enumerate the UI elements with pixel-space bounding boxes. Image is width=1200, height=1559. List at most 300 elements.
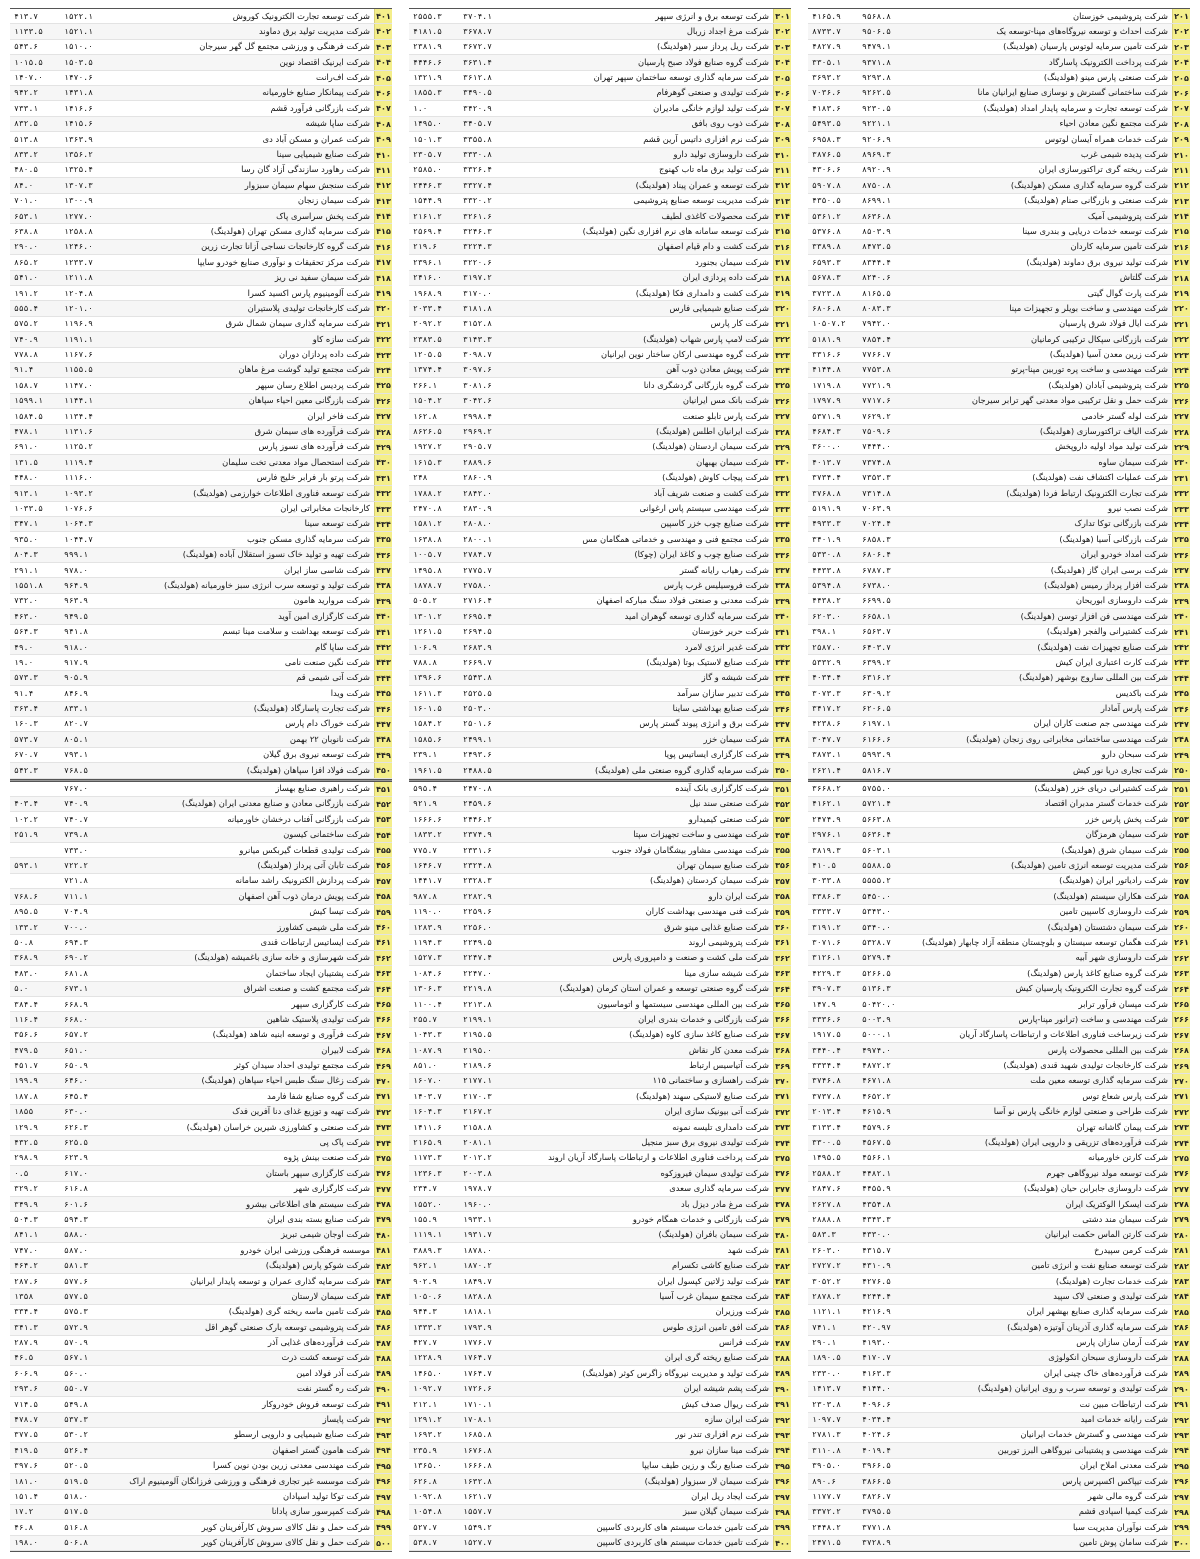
rank-number: ۴۷۰ [374, 1074, 392, 1088]
rank-number: ۲۹۱ [1172, 1397, 1190, 1411]
value-previous: ۱۲۸۳.۹ [413, 922, 442, 932]
value-current: ۱۳۶۳.۹ [64, 134, 93, 144]
value-current: ۸۹۲۰.۹ [862, 165, 891, 175]
table-row [10, 163, 392, 178]
company-name: شرکت کشتیرانی دریای خزر (هولدینگ) [1034, 783, 1168, 794]
value-previous: ۲۴۷۰.۸ [413, 504, 442, 513]
company-name: شرکت مپسان فرآور ترابر [1078, 998, 1168, 1009]
rank-number: ۲۱۱ [1172, 163, 1190, 177]
rank-number: ۳۴۳ [773, 655, 791, 669]
company-name: شرکت اوجان شیمی تبریز [280, 1229, 370, 1240]
rank-number: ۳۴۱ [773, 625, 791, 639]
value-previous: ۱۰۴۳.۳ [413, 1030, 442, 1040]
rank-number: ۴۳۸ [374, 578, 392, 592]
table-row [808, 702, 1190, 717]
ranking-block [10, 781, 392, 1553]
table-row [409, 935, 791, 950]
rank-number: ۳۶۰ [773, 920, 791, 934]
company-name: شرکت ریل پرداز سیر (هولدینگ) [657, 41, 769, 52]
rank-number: ۲۴۲ [1172, 640, 1190, 654]
value-previous: ۱۵۵۲.۰ [413, 1199, 442, 1209]
table-row [808, 1490, 1190, 1505]
company-name: شرکت صنعتی و بازرگانی صنام (هولدینگ) [1024, 195, 1168, 206]
table-row [10, 920, 392, 935]
rank-number: ۲۶۶ [1172, 1012, 1190, 1026]
company-name: شرکت سرمایه گذاری توسعه ساختمان سپهر تهران [593, 72, 769, 83]
rank-number: ۲۱۸ [1172, 271, 1190, 285]
table-row [409, 732, 791, 747]
rank-number: ۲۱۲ [1172, 178, 1190, 192]
value-previous: ۹۶۲.۱ [413, 1261, 438, 1271]
company-name: شرکت توکا تولید اسپادان [283, 1491, 370, 1501]
value-previous: ۲۳۸۱.۹ [413, 42, 442, 52]
rank-number: ۳۶۶ [773, 1012, 791, 1026]
value-previous: ۳۳۳۴.۴ [812, 1061, 841, 1071]
table-row [10, 24, 392, 39]
rank-number: ۴۰۴ [374, 55, 392, 69]
company-name: شرکت سرمایه گذاری توسعه معین ملت [1030, 1075, 1168, 1086]
value-current: ۱۸۴۹.۷ [463, 1276, 492, 1286]
value-current: ۶۹۴.۳ [64, 937, 89, 947]
rank-number: ۲۰۳ [1172, 40, 1190, 54]
value-current: ۳۴۰۵.۷ [463, 119, 492, 129]
rank-number: ۴۳۴ [374, 517, 392, 531]
rank-number: ۳۹۶ [773, 1474, 791, 1488]
value-previous: ۱۲۶۱.۵ [413, 627, 442, 637]
rank-number: ۴۶۷ [374, 1028, 392, 1042]
rank-number: ۳۵۵ [773, 843, 791, 857]
table-row [808, 640, 1190, 655]
value-current: ۱۶۸۵.۸ [463, 1430, 492, 1440]
rank-number: ۴۴۱ [374, 625, 392, 639]
company-name: شرکت هکاران سیستم (هولدینگ) [1053, 890, 1168, 901]
value-previous: ۷۶۸.۶ [14, 891, 39, 901]
company-name: شرکت داده پردازان دوران [279, 349, 370, 360]
table-row [409, 117, 791, 132]
value-previous: ۸۵۱.۰ [413, 1061, 438, 1071]
rank-number: ۲۳۲ [1172, 486, 1190, 500]
rank-number: ۳۰۱ [773, 9, 791, 23]
table-row [808, 982, 1190, 997]
value-previous: ۲۹۸.۹ [14, 1153, 39, 1163]
value-previous: ۱۱۲۱.۱ [812, 1307, 841, 1317]
rank-number: ۲۶۱ [1172, 935, 1190, 949]
value-previous: ۳۲۹.۲ [14, 1184, 39, 1194]
company-name: شرکت راهسازی و ساختمانی ۱۱۵ [652, 1075, 769, 1086]
value-previous: ۴۰۱۳.۷ [812, 457, 841, 467]
value-previous: ۵۳۶۱.۲ [812, 211, 841, 221]
company-name: شرکت نگین صنعت نامی [284, 656, 370, 667]
value-previous: ۲۴۷۱.۵ [812, 1538, 841, 1548]
company-name: شرکت مجتمع تولیدی احداد سیدان کوثر [234, 1060, 370, 1071]
value-current: ۶۱۷.۰ [64, 1168, 89, 1178]
value-previous: ۳۸۸۹.۳ [413, 1245, 442, 1255]
value-current: ۲۹۹۸.۴ [463, 411, 492, 421]
value-current: ۴۶۷۱.۸ [862, 1076, 891, 1086]
value-previous: ۲۰۹۲.۲ [413, 319, 442, 329]
value-previous: ۸۴۱.۱ [14, 1230, 39, 1240]
value-previous: ۱۱۱۹.۱ [413, 1230, 442, 1240]
table-row [808, 1382, 1190, 1397]
rank-number: ۴۴۸ [374, 732, 392, 746]
table-row [808, 997, 1190, 1012]
table-row [409, 240, 791, 255]
company-name: شرکت سرمایه گذاری توسعه گوهران امید [624, 610, 769, 621]
rank-number: ۳۵۰ [773, 763, 791, 777]
company-name: شرکت تولید و مدیریت نیروگاه زاگرس کوثر (هولدینگ) [582, 1367, 769, 1378]
value-previous: ۱۶۰۱.۵ [413, 704, 442, 714]
rank-number: ۳۱۸ [773, 271, 791, 285]
value-previous: ۷۸۸.۸ [413, 657, 438, 667]
rank-number: ۲۷۲ [1172, 1105, 1190, 1119]
value-previous: ۳۵۶.۶ [14, 1030, 39, 1040]
value-current: ۲۱۸۹.۶ [463, 1061, 492, 1071]
rank-number: ۳۴۰ [773, 609, 791, 623]
table-row [409, 702, 791, 717]
rank-number: ۲۴۰ [1172, 609, 1190, 623]
table-row [409, 1351, 791, 1366]
table-row [409, 255, 791, 270]
value-previous: ۴۷۸.۱ [14, 427, 39, 437]
rank-number: ۴۵۴ [374, 828, 392, 842]
value-current: ۵۷۷.۶ [64, 1276, 89, 1286]
table-row [409, 194, 791, 209]
company-name: شرکت سیمان بجنورد [695, 256, 769, 267]
value-current: ۵۳۰.۲ [64, 1430, 89, 1440]
value-previous: ۳۰۳۳.۸ [812, 876, 841, 886]
value-current: ۳۱۷۰.۰ [463, 288, 492, 298]
company-name: شرکت فولاد افزا سپاهان (هولدینگ) [246, 764, 370, 775]
rank-number: ۲۵۵ [1172, 843, 1190, 857]
value-current: ۵۸۱۶.۷ [862, 765, 891, 775]
table-row [10, 548, 392, 563]
table-row [10, 951, 392, 966]
company-name: شرکت صنایع تجهیزات نفت (هولدینگ) [1037, 641, 1168, 652]
value-current: ۲۰۱۲.۲ [463, 1153, 492, 1163]
company-name: شرکت سیمان شرق (هولدینگ) [1061, 844, 1168, 855]
value-current: ۸۲۴۰.۶ [862, 273, 891, 283]
value-current: ۱۵۲۷.۷ [463, 1538, 492, 1548]
value-current: ۳۱۴۳.۳ [463, 334, 492, 344]
value-current: ۳۰۴۲.۶ [463, 396, 492, 406]
value-current: ۱۵۴۹.۲ [463, 1522, 492, 1532]
table-row [808, 1536, 1190, 1551]
value-current: ۶۵۱.۰ [64, 1045, 89, 1055]
company-name: شرکت شیشه سازی مینا [684, 967, 769, 978]
value-previous: ۱۰۸۷.۹ [413, 1045, 442, 1055]
company-name: شرکت سیمان خزر [703, 733, 769, 744]
company-name: شرکت سیمان لارستان [291, 1290, 370, 1301]
table-row [808, 1028, 1190, 1043]
value-current: ۱۰۴۴.۷ [64, 534, 93, 544]
company-name: شرکت پشتیبان ایجاد ساختمان [265, 967, 370, 978]
value-current: ۲۶۹۴.۵ [463, 627, 492, 637]
company-name: شرکت نانوبان ۲۲ بهمن [289, 733, 370, 744]
value-previous: ۲۳۹۶.۱ [413, 257, 442, 267]
rank-number: ۳۶۵ [773, 997, 791, 1011]
value-previous: ۵۵۵.۴ [14, 303, 39, 313]
value-current: ۲۱۷۰.۳ [463, 1091, 492, 1101]
value-current: ۴۱۶۳.۳ [862, 1368, 891, 1378]
table-row [409, 455, 791, 470]
company-name: شرکت توسعه بهداشت و سلامت مینا تبسم [222, 626, 370, 637]
value-current: ۵۷۲.۹ [64, 1322, 89, 1332]
value-current: ۲۱۹۹.۱ [463, 1014, 492, 1024]
table-row [808, 858, 1190, 873]
value-current: ۶۸۰۶.۴ [862, 550, 891, 560]
value-previous: ۴۲۷.۷ [413, 1338, 438, 1348]
value-previous: ۱۴۹۵.۰ [413, 119, 442, 129]
company-name: شرکت کیمیا اسپادی قشم [1078, 1506, 1168, 1517]
table-row [808, 905, 1190, 920]
company-name: شرکت پارس تابلو صنعت [682, 410, 769, 421]
rank-number: ۲۲۳ [1172, 348, 1190, 362]
rank-number: ۴۷۲ [374, 1105, 392, 1119]
company-name: شرکت صنایع ریخته گری ایران [664, 1352, 769, 1363]
value-current: ۵۳۲۸.۷ [862, 937, 891, 947]
rank-number: ۲۹۲ [1172, 1413, 1190, 1427]
rank-number: ۴۰۱ [374, 9, 392, 23]
value-current: ۹۵۶۸.۸ [862, 11, 891, 21]
value-current: ۱۷۶۴.۷ [463, 1368, 492, 1378]
table-row [10, 1043, 392, 1058]
value-previous: ۱۰۹۲.۸ [413, 1492, 442, 1501]
value-current: ۱۹۷۸.۷ [463, 1184, 492, 1194]
company-name: شرکت عمران و مسکن آباد دی [262, 133, 370, 144]
value-current: ۳۸۲۶.۷ [862, 1492, 891, 1501]
value-previous: ۱۴۰۷.۰ [14, 73, 43, 83]
value-current: ۴۳۱۰.۹ [862, 1261, 891, 1271]
company-name: شرکت تابان آتی پرداز (هولدینگ) [257, 859, 370, 870]
value-previous: ۲۱۶۱.۲ [413, 211, 442, 221]
table-row [409, 425, 791, 440]
value-previous: ۵۹۳.۱ [14, 860, 39, 870]
value-previous: ۹۱۳.۱ [14, 488, 39, 498]
value-previous: ۳۳۸۶.۳ [812, 891, 841, 901]
company-name: شرکت گروه صنعتی توسعه و عمران استان کرمان (هولدینگ) [559, 983, 769, 994]
value-current: ۷۷۲۱.۹ [862, 380, 891, 390]
value-previous: ۳۴۴۰.۴ [812, 1045, 841, 1055]
rank-number: ۳۱۴ [773, 209, 791, 223]
table-row [10, 1105, 392, 1120]
value-previous: ۱۳۲۱.۹ [413, 73, 442, 83]
value-previous: ۴۱۸۳.۶ [812, 103, 841, 113]
value-previous: ۴۱۹.۵ [14, 1445, 39, 1455]
table-row [409, 40, 791, 55]
company-name: شرکت صنایع چوب و کاغذ ایران (چوکا) [634, 549, 769, 560]
company-name: شرکت گلتاش [1119, 272, 1168, 283]
value-previous: ۱۴۴۱.۷ [413, 876, 442, 886]
rank-number: ۳۸۵ [773, 1305, 791, 1319]
value-previous: ۱۰۵۰.۶ [413, 1291, 442, 1301]
rank-number: ۴۴۰ [374, 609, 392, 623]
rank-number: ۴۴۶ [374, 702, 392, 716]
company-name: شرکت تامین سرمایه کاردان [1070, 241, 1168, 252]
rank-number: ۴۰۷ [374, 101, 392, 115]
company-name: شرکت بازرگانی توکا تدارک [1074, 518, 1168, 529]
value-previous: ۳۷۷.۵ [14, 1430, 39, 1440]
company-name: شرکت بازرگانی فرآورد قشم [270, 102, 370, 113]
value-previous: ۴۴۳۳.۸ [812, 565, 841, 575]
value-current: ۵۲۶.۴ [64, 1445, 89, 1455]
rank-number: ۳۰۹ [773, 132, 791, 146]
table-row [10, 935, 392, 950]
company-name: شرکت پردازش الکترونیک راشد سامانه [235, 875, 370, 886]
table-row [808, 1413, 1190, 1428]
value-previous: ۳۳۷۲.۲ [812, 1507, 841, 1517]
value-current: ۱۶۷۶.۸ [463, 1445, 492, 1455]
value-previous: ۲۱۹.۶ [413, 242, 438, 252]
rank-number: ۴۵۸ [374, 889, 392, 903]
company-name: شرکت تیپاکس اکسپرس پارس [1062, 1475, 1168, 1486]
company-name: شرکت کشت و دامداری فکا (هولدینگ) [635, 287, 769, 298]
rank-number: ۲۰۶ [1172, 86, 1190, 100]
value-current: ۷۰۶۳.۹ [862, 504, 891, 513]
rank-number: ۲۹۹ [1172, 1520, 1190, 1534]
company-name: شرکت رادیاتور ایران (هولدینگ) [1059, 875, 1168, 886]
value-current: ۱۲۰۱.۰ [64, 303, 93, 313]
table-row [808, 271, 1190, 286]
value-previous: ۲۹۰.۰ [14, 242, 39, 252]
value-current: ۳۷۲۸.۹ [862, 1538, 891, 1548]
table-row [409, 301, 791, 316]
ranking-block [409, 8, 791, 780]
value-current: ۴۱۹۳.۰ [862, 1338, 891, 1348]
table-row [10, 502, 392, 517]
table-row [10, 1336, 392, 1351]
table-row [808, 671, 1190, 686]
value-previous: ۵۶۷۸.۳ [812, 273, 841, 283]
company-name: شرکت صنایع شیمیایی فارس [669, 302, 769, 313]
value-previous: ۱۵۴۴.۹ [413, 196, 442, 206]
table-row [409, 858, 791, 873]
rank-number: ۴۵۱ [374, 782, 392, 796]
table-row [808, 889, 1190, 904]
table-row [808, 1397, 1190, 1412]
value-current: ۲۱۶۷.۲ [463, 1107, 492, 1117]
value-current: ۹۵۰۶.۵ [862, 26, 891, 36]
value-current: ۱۳۰۰.۹ [64, 196, 93, 206]
value-current: ۷۱۱.۱ [64, 891, 89, 901]
ranking-block [808, 8, 1190, 780]
value-current: ۲۶۸۳.۹ [463, 642, 492, 652]
value-previous: ۲۵۵.۷ [413, 1014, 438, 1024]
company-name: شرکت پارت گوال گیتی [1087, 287, 1168, 298]
rank-number: ۳۵۳ [773, 812, 791, 826]
company-name: شرکت پویش معادن ذوب آهن [666, 364, 769, 375]
value-previous: ۷۴۰.۹ [14, 334, 39, 344]
table-row [409, 1074, 791, 1089]
value-previous: ۴۷۸.۷ [14, 1415, 39, 1425]
rank-number: ۲۷۱ [1172, 1089, 1190, 1103]
company-name: شرکت فنی مهندسی بهداشت کاران [645, 906, 769, 917]
company-name: شرکت صنایع لاستیکی سهند (هولدینگ) [635, 1090, 769, 1101]
value-current: ۲۲۴۷.۰ [463, 968, 492, 978]
table-row [808, 1505, 1190, 1520]
company-name: شرکت آرمان سازان پارس [1076, 1337, 1168, 1348]
rank-number: ۳۴۴ [773, 671, 791, 685]
rank-number: ۲۰۸ [1172, 117, 1190, 131]
value-previous: ۱۹۱.۲ [14, 288, 39, 298]
rank-number: ۲۲۹ [1172, 440, 1190, 454]
value-current: ۶۶۸.۹ [64, 999, 89, 1009]
table-row [409, 1520, 791, 1535]
rank-number: ۲۲۲ [1172, 332, 1190, 346]
value-current: ۸۳۳.۱ [64, 704, 89, 714]
rank-number: ۲۷۵ [1172, 1151, 1190, 1165]
rank-number: ۲۹۳ [1172, 1428, 1190, 1442]
table-row [808, 1520, 1190, 1535]
value-current: ۸۶۳۶.۸ [862, 211, 891, 221]
table-row [10, 132, 392, 147]
rank-number: ۲۲۱ [1172, 317, 1190, 331]
company-name: شرکت عملیات اکتشاف نفت (هولدینگ) [1032, 472, 1168, 483]
value-previous: ۳۴۱.۳ [14, 1322, 39, 1332]
company-name: شرکت داروسازی کاسپین تامین [1059, 906, 1168, 917]
company-name: شرکت بانک مس ایرانیان [682, 395, 769, 406]
value-previous: ۴۸۳.۰ [14, 968, 39, 978]
company-name: شرکت کارگزاری سپهر باستان [265, 1167, 370, 1178]
rank-number: ۴۴۳ [374, 655, 392, 669]
value-previous: ۱۲۲۸.۹ [413, 1353, 442, 1363]
company-name: شرکت بازرگانی معین احیاء سپاهان [248, 395, 370, 406]
value-current: ۶۶۵۸.۱ [862, 611, 891, 621]
table-row [10, 409, 392, 424]
value-previous: ۵۳۷۱.۹ [812, 411, 841, 421]
table-row [808, 1243, 1190, 1258]
company-name: شرکت مرکز تحقیقات و نوآوری صنایع خودرو سایپا [197, 256, 370, 267]
table-row [10, 828, 392, 843]
value-current: ۴۲۷۶.۵ [862, 1276, 891, 1286]
rank-number: ۴۵۲ [374, 797, 392, 811]
rank-number: ۴۸۸ [374, 1351, 392, 1365]
rank-number: ۴۴۵ [374, 686, 392, 700]
value-previous: ۵۰۴.۳ [14, 1214, 39, 1224]
value-previous: ۹۰۲.۹ [413, 1276, 438, 1286]
rank-number: ۳۶۲ [773, 951, 791, 965]
company-name: شرکت معدن کار نقاش [688, 1044, 769, 1055]
company-name: شرکت گروه مهندسی ارکان ساختار نوین ایرانیان [600, 349, 769, 360]
company-name: شرکت تولیدی و صنعتی لاک سپید [1053, 1290, 1168, 1301]
value-previous: ۷۳۲.۰ [14, 596, 39, 606]
table-row [10, 148, 392, 163]
table-row [409, 24, 791, 39]
value-previous: ۴۱۰.۵ [812, 860, 837, 870]
value-previous: ۲۹۱.۱ [14, 565, 39, 575]
rank-number: ۲۲۷ [1172, 409, 1190, 423]
rank-number: ۴۵۳ [374, 812, 392, 826]
company-name: شرکت حریر خوزستان [692, 626, 769, 637]
value-previous: ۵۹۰۷.۸ [812, 180, 841, 190]
rank-number: ۲۴۴ [1172, 671, 1190, 685]
table-row [10, 1136, 392, 1151]
company-name: شرکت داروسازی ابوریحان [1075, 595, 1168, 606]
rank-number: ۲۴۷ [1172, 717, 1190, 731]
value-current: ۷۶۲۹.۲ [862, 411, 891, 421]
value-current: ۹۰۵.۹ [64, 673, 89, 683]
company-name: شرکت پتروشیمی اروند [688, 936, 769, 947]
value-current: ۱۵۲۱.۱ [64, 26, 93, 36]
value-current: ۲۶۶۹.۷ [463, 657, 492, 667]
rank-number: ۲۸۲ [1172, 1259, 1190, 1273]
table-row [808, 378, 1190, 393]
company-name: شرکت مجتمع فنی و مهندسی و خدماتی همگامان مس [582, 533, 769, 544]
value-current: ۶۰۱.۶ [64, 1199, 89, 1209]
company-name: شرکت کارتن الماس حکمت ایرانیان [1044, 1229, 1168, 1240]
value-current: ۱۱۴۷.۰ [64, 380, 93, 390]
table-row [808, 1274, 1190, 1289]
rank-number: ۴۹۷ [374, 1490, 392, 1504]
